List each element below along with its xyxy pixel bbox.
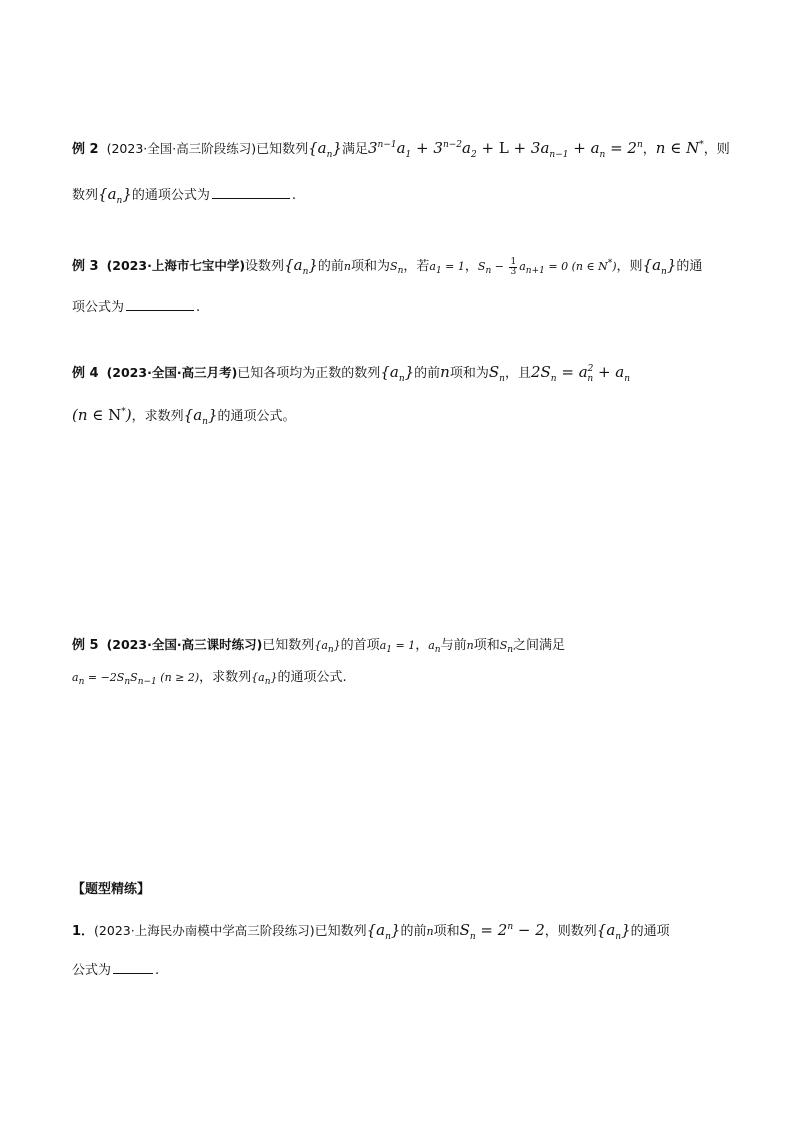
formula-Sn: $S_n$	[499, 639, 514, 656]
formula-sequence-an: $\{a_n\}$	[284, 256, 318, 277]
formula-Sn-sum: $S_n = 2^n - 2$	[459, 921, 545, 942]
formula-a1-equals-1: $a_1 = 1$	[429, 260, 465, 277]
section-title: 【题型精练】	[72, 882, 151, 897]
example-source: (2023·上海市七宝中学)	[106, 258, 246, 273]
formula-sequence-an: $\{a_n\}$	[314, 639, 341, 656]
example-2-line-2: 数列$\{a_n\}$的通项公式为 .	[72, 185, 297, 206]
formula-sequence-an: $\{a_n\}$	[596, 921, 631, 942]
formula-sequence-an: $\{a_n\}$	[366, 921, 401, 942]
formula-sequence-an: $\{a_n\}$	[642, 256, 677, 277]
question-source: (2023·上海民办南模中学高三阶段练习)	[94, 923, 315, 938]
example-5-line-2: $a_n = -2S_nS_{n-1}$ (n ≥ 2)，求数列$\{a_n\}$的通项公式.	[72, 670, 347, 688]
question-number: 1．	[72, 924, 95, 939]
example-label: 例 2	[72, 142, 99, 157]
example-2-line-1: 例 2 (2023·全国·高三阶段练习)已知数列$\{a_n\}$满足$3^{n-1}a_1 + 3^{n-2}a_2 + L + 3a_{n-1} + a_n = 2^n$，n ∈ N*，则	[72, 139, 730, 160]
formula-recurrence: $3^{n-1}a_1 + 3^{n-2}a_2 + L + 3a_{n-1} + a_n = 2^n$	[367, 139, 643, 160]
formula-sequence-an: $\{a_n\}$	[98, 185, 132, 206]
answer-blank	[212, 197, 290, 199]
example-source: (2023·全国·高三月考)	[106, 365, 238, 380]
example-label: 例 5	[72, 638, 99, 653]
question-1-line-1: 1．(2023·上海民办南模中学高三阶段练习)已知数列$\{a_n\}$的前n项和$S_n = 2^n - 2$，则数列$\{a_n\}$的通项	[72, 921, 670, 942]
answer-blank	[126, 309, 194, 311]
formula-Sn: $S_n$	[488, 363, 505, 384]
formula-n: n	[343, 260, 352, 273]
formula-sequence-an: $\{a_n\}$	[380, 363, 415, 384]
example-3-line-1: 例 3 (2023·上海市七宝中学)设数列$\{a_n\}$的前n项和为$S_n$，若$a_1 = 1$，$S_n$ − $\frac{1}{3}$ $a_{n+1} = 0$ (n ∈ N*)，则$\{a_n\}$的通	[72, 256, 703, 277]
formula-n-in-N: (n ∈ N*)	[72, 406, 132, 424]
formula-a1-equals-1: $a_1 = 1$	[379, 639, 416, 656]
example-source: (2023·全国·高三阶段练习)	[106, 141, 257, 156]
formula-n: n	[440, 363, 450, 381]
question-1-line-2: 公式为 .	[72, 963, 160, 978]
formula-sequence-an: $\{a_n\}$	[308, 139, 342, 160]
example-4-line-2: (n ∈ N*)，求数列$\{a_n\}$的通项公式。	[72, 406, 296, 427]
formula-an: $a_n$	[428, 639, 441, 656]
example-label: 例 4	[72, 366, 99, 381]
formula-condition: $S_n$ − $\frac{1}{3}$ $a_{n+1} = 0$ (n ∈ N*)	[477, 256, 617, 277]
formula-n-in-N: n ∈ N*	[655, 139, 704, 157]
formula-n: n	[466, 639, 474, 652]
formula-sequence-an: $\{a_n\}$	[251, 671, 278, 688]
example-label: 例 3	[72, 259, 99, 274]
answer-blank	[113, 972, 153, 974]
example-3-line-2: 项公式为 .	[72, 300, 201, 315]
example-4-line-1: 例 4 (2023·全国·高三月考)已知各项均为正数的数列$\{a_n\}$的前n项和为$S_n$，且$2S_n = a^2_n + a_n$	[72, 363, 631, 384]
formula-2Sn: $2S_n = a^2_n + a_n$	[530, 363, 631, 384]
formula-sequence-an: $\{a_n\}$	[183, 406, 218, 427]
formula-n: n	[426, 925, 434, 938]
formula-Sn: $S_n$	[390, 260, 404, 277]
formula-relation: $a_n = -2S_nS_{n-1}$ (n ≥ 2)	[72, 671, 200, 688]
example-5-line-1: 例 5 (2023·全国·高三课时练习)已知数列$\{a_n\}$的首项$a_1 = 1$，$a_n$与前n项和$S_n$之间满足	[72, 637, 566, 656]
example-source: (2023·全国·高三课时练习)	[106, 637, 263, 652]
